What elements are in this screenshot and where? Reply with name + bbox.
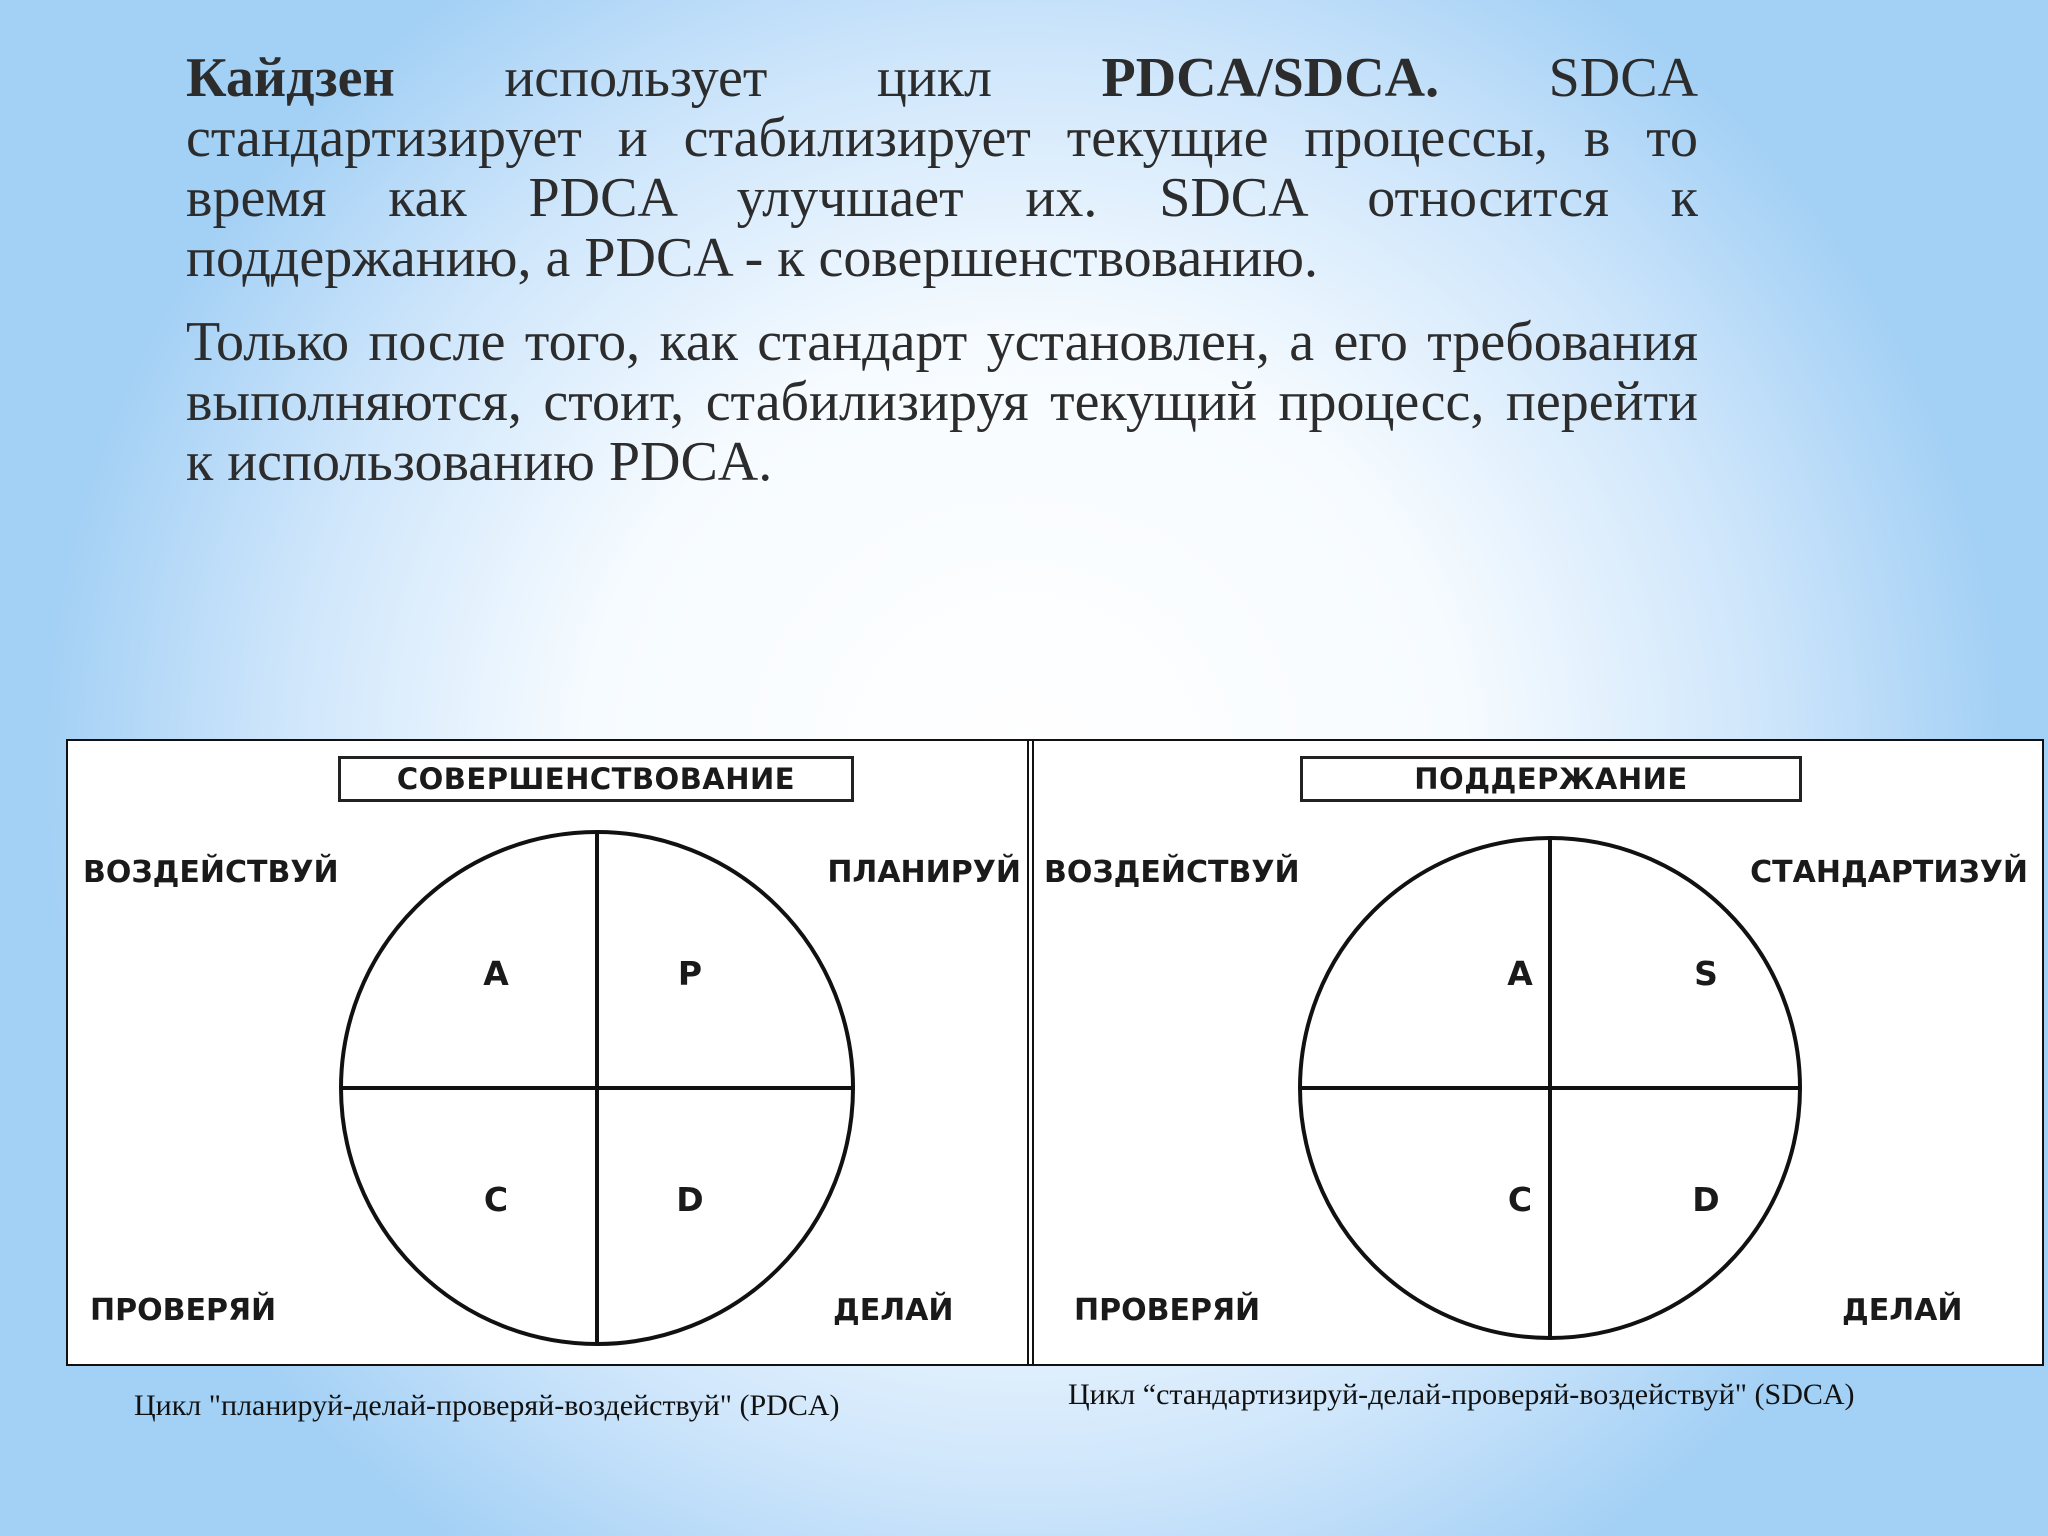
panel-divider — [1027, 741, 1034, 1364]
pdca-label-act: ВОЗДЕЙСТВУЙ — [83, 855, 339, 890]
sdca-panel — [1034, 741, 2042, 1364]
pdca-caption: Цикл "планируй-делай-проверяй-воздействуй" (PDCA) — [134, 1389, 840, 1422]
pdca-sdca-term: PDCA/SDCA. — [1101, 47, 1440, 109]
pdca-quadrant-a: A — [483, 954, 509, 993]
pdca-quadrant-d: D — [676, 1180, 704, 1219]
sdca-label-act: ВОЗДЕЙСТВУЙ — [1044, 855, 1300, 890]
sdca-quadrant-d: D — [1692, 1180, 1720, 1219]
body-text — [186, 48, 1698, 492]
kaizen-term: Кайдзен — [186, 47, 395, 109]
paragraph-1-rest: SDCA стандартизирует и стабилизирует текущие процессы, в то время как PDCA улучшает их. SDCA относится к поддержанию, а PDCA - к совершенствованию. — [186, 47, 1699, 289]
paragraph-1 — [186, 48, 1698, 288]
pdca-label-plan: ПЛАНИРУЙ — [827, 855, 1021, 890]
sdca-label-standardize: СТАНДАРТИЗУЙ — [1750, 855, 2028, 890]
pdca-panel — [68, 741, 1027, 1364]
sdca-quadrant-c: C — [1507, 1180, 1533, 1219]
sdca-label-do: ДЕЛАЙ — [1842, 1293, 1963, 1328]
sdca-quadrant-s: S — [1694, 954, 1718, 993]
sdca-label-check: ПРОВЕРЯЙ — [1074, 1293, 1261, 1328]
pdca-label-do: ДЕЛАЙ — [833, 1293, 954, 1328]
pdca-quadrant-c: C — [483, 1180, 509, 1219]
sdca-circle-diagram — [1034, 741, 2042, 1364]
sdca-header-box: ПОДДЕРЖАНИЕ — [1300, 756, 1802, 802]
pdca-header-box: СОВЕРШЕНСТВОВАНИЕ — [338, 756, 854, 802]
pdca-label-check: ПРОВЕРЯЙ — [90, 1293, 277, 1328]
paragraph-2: Только после того, как стандарт установлен, а его требования выполняются, стоит, стабилизируя текущий процесс, перейти к использованию PDCA. — [186, 311, 1698, 493]
uses-cycle-text: использует цикл — [504, 47, 992, 109]
cycles-diagram — [66, 739, 2044, 1366]
pdca-circle-diagram — [68, 741, 1027, 1364]
pdca-quadrant-p: P — [677, 954, 703, 993]
sdca-caption: Цикл “стандартизируй-делай-проверяй-воздействуй" (SDCA) — [1068, 1378, 1855, 1411]
sdca-quadrant-a: A — [1507, 954, 1533, 993]
